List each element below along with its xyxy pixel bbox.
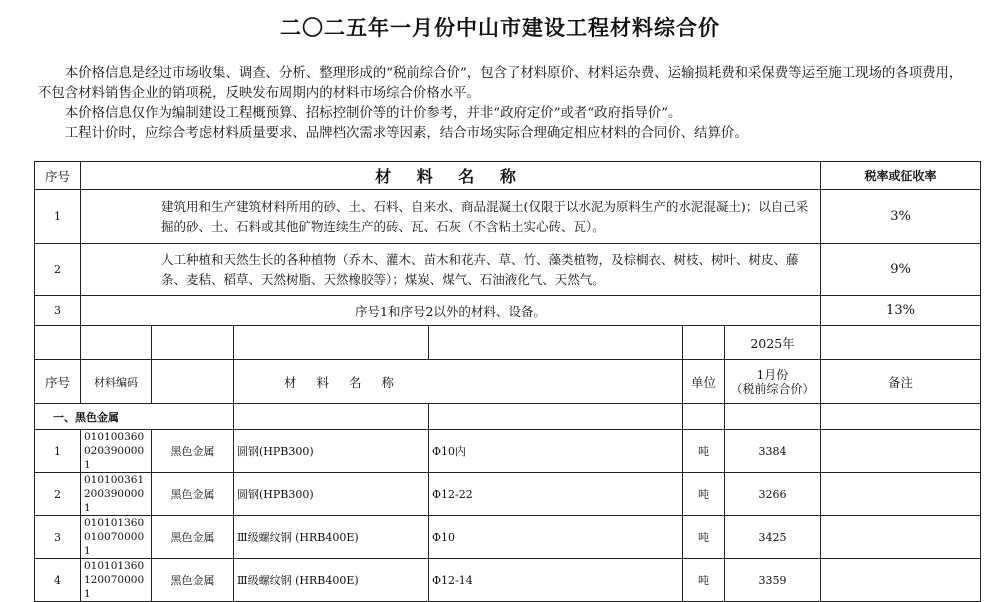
- tax-rate: 9%: [821, 244, 981, 296]
- tax-row: [35, 244, 981, 296]
- material-name-header: 材 料 名 称: [234, 360, 683, 404]
- material-unit: 吨: [683, 516, 725, 559]
- material-category: 黑色金属: [152, 430, 234, 473]
- tax-desc: 序号1和序号2以外的材料、设备。: [81, 296, 821, 326]
- tax-name-header: 材 料 名 称: [81, 162, 821, 190]
- material-price: 3359: [725, 559, 821, 602]
- material-unit: 吨: [683, 473, 725, 516]
- tax-header-row: [35, 162, 981, 190]
- material-name: 圆钢(HPB300): [234, 430, 429, 473]
- year-header-row: [35, 326, 981, 360]
- material-unit: 吨: [683, 430, 725, 473]
- tax-rate: 13%: [821, 296, 981, 326]
- material-spec: Φ10: [429, 516, 683, 559]
- material-category: 黑色金属: [152, 516, 234, 559]
- note-header: 备注: [821, 360, 981, 404]
- table-row: [35, 473, 981, 516]
- material-spec: Φ12-14: [429, 559, 683, 602]
- material-price: 3266: [725, 473, 821, 516]
- material-note: [821, 516, 981, 559]
- row-seq: 4: [35, 559, 81, 602]
- tax-rate-header: 税率或征收率: [821, 162, 981, 190]
- row-seq: 1: [35, 430, 81, 473]
- table-row: [35, 516, 981, 559]
- material-category: 黑色金属: [152, 473, 234, 516]
- table-row: [35, 430, 981, 473]
- material-category: 黑色金属: [152, 559, 234, 602]
- material-spec: Φ10内: [429, 430, 683, 473]
- tax-seq: 3: [35, 296, 81, 326]
- tax-seq: 2: [35, 244, 81, 296]
- intro-paragraph: 工程计价时，应综合考虑材料质量要求、品牌档次需求等因素，结合市场实际合理确定相应材料的合同价、结算价。: [64, 126, 748, 141]
- section-label: 一、黑色金属: [35, 404, 234, 430]
- document-title: 二〇二五年一月份中山市建设工程材料综合价: [280, 16, 720, 40]
- unit-header: 单位: [683, 360, 725, 404]
- material-note: [821, 430, 981, 473]
- tax-desc: 人工种植和天然生长的各种植物（乔木、灌木、苗木和花卉、草、竹、藻类植物，及棕榈衣、树枝、树叶、树皮、藤条、麦秸、稻草、天然树脂、天然橡胶等）；煤炭、煤气、石油液化气、天然气。: [81, 244, 821, 296]
- intro-text: [38, 64, 968, 144]
- tax-seq-header: 序号: [35, 162, 81, 190]
- tax-row: [35, 296, 981, 326]
- year-header: 2025年: [725, 326, 821, 360]
- price-table: [34, 161, 981, 602]
- material-name: 圆钢(HPB300): [234, 473, 429, 516]
- material-code: 0101003600203900001: [81, 430, 152, 473]
- section-row: [35, 404, 981, 430]
- tax-row: [35, 190, 981, 244]
- price-header-row: [35, 360, 981, 404]
- material-spec: Φ12-22: [429, 473, 683, 516]
- material-code: 0101013601200700001: [81, 559, 152, 602]
- material-name: Ⅲ级螺纹钢 (HRB400E): [234, 516, 429, 559]
- tax-seq: 1: [35, 190, 81, 244]
- material-price: 3425: [725, 516, 821, 559]
- code-header: 材料编码: [81, 360, 152, 404]
- row-seq: 3: [35, 516, 81, 559]
- material-code: 0101013600100700001: [81, 516, 152, 559]
- row-seq: 2: [35, 473, 81, 516]
- seq-header: 序号: [35, 360, 81, 404]
- material-code: 0101003612003900001: [81, 473, 152, 516]
- price-header: 1月份 （税前综合价）: [725, 360, 821, 404]
- tax-rate: 3%: [821, 190, 981, 244]
- material-name: Ⅲ级螺纹钢 (HRB400E): [234, 559, 429, 602]
- intro-paragraph: 本价格信息仅作为编制建设工程概预算、招标控制价等的计价参考，并非“政府定价”或者“政府指导价”。: [64, 106, 682, 121]
- material-unit: 吨: [683, 559, 725, 602]
- intro-paragraph: 本价格信息是经过市场收集、调查、分析、整理形成的“税前综合价”，包含了材料原价、材料运杂费、运输损耗费和采保费等运至施工现场的各项费用，不包含材料销售企业的销项税，反映发布周期内的材料市场综合价格水平。: [38, 66, 963, 101]
- material-note: [821, 473, 981, 516]
- material-price: 3384: [725, 430, 821, 473]
- tax-desc: 建筑用和生产建筑材料所用的砂、土、石料、自来水、商品混凝土(仅限于以水泥为原料生产的水泥混凝土)；以自己采掘的砂、土、石料或其他矿物连续生产的砖、瓦、石灰（不含粘土实心砖、瓦）。: [81, 190, 821, 244]
